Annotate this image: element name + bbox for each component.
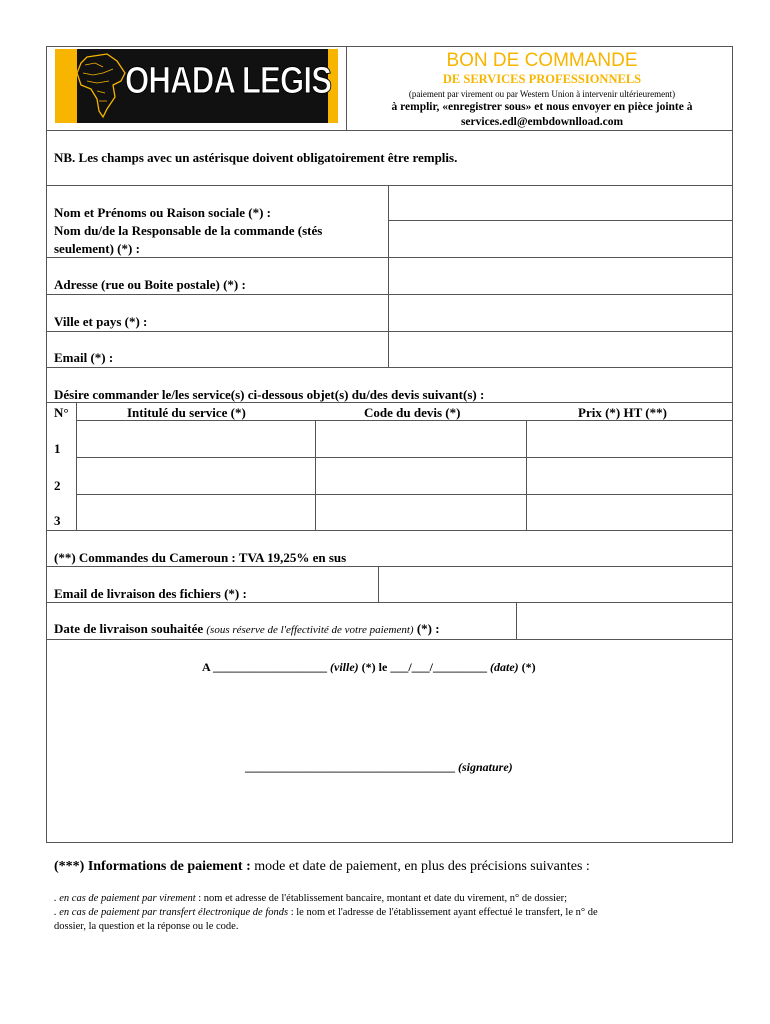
payment-info-title: (***) Informations de paiement :: [54, 859, 251, 874]
divider: [46, 602, 733, 603]
price-input-3[interactable]: [528, 496, 732, 529]
africa-map-icon: [73, 51, 133, 121]
virement-text: : nom et adresse de l'établissement bancaire, montant et date du virement, n° de dossier;: [195, 893, 568, 904]
divider: [46, 530, 733, 531]
delivery-email-label: Email de livraison des fichiers (*) :: [54, 586, 247, 601]
signature-blank[interactable]: ___________________________________: [245, 760, 455, 774]
required-notice: NB. Les champs avec un astérisque doivent obligatoirement être remplis.: [54, 150, 458, 165]
col-divider: [76, 402, 77, 530]
delivery-date-text: Date de livraison souhaitée: [54, 621, 204, 636]
quote-code-input-1[interactable]: [317, 422, 525, 456]
col-header-number: N°: [54, 405, 69, 420]
col-header-quote-code: Code du devis (*): [364, 405, 461, 420]
address-input[interactable]: [390, 259, 732, 293]
date-prefix: (*) le: [361, 660, 388, 674]
payment-info-heading: [54, 859, 590, 875]
divider: [46, 257, 733, 258]
date-required: (*): [521, 660, 536, 674]
delivery-date-suffix: (*) :: [416, 621, 440, 636]
divider: [76, 457, 733, 458]
place-date-line: [202, 660, 536, 675]
transfert-label: . en cas de paiement par transfert électronique de fonds: [54, 907, 289, 918]
name-input[interactable]: [390, 187, 732, 219]
header-divider: [346, 46, 347, 130]
place-blank[interactable]: ___________________: [213, 660, 328, 674]
divider: [46, 185, 733, 186]
responsible-label-line1: Nom du/de la Responsable de la commande (stés: [54, 223, 323, 238]
city-label: Ville et pays (*) :: [54, 314, 148, 329]
divider: [46, 402, 733, 403]
logo-text: OHADA LEGIS: [125, 60, 332, 102]
divider: [76, 420, 733, 421]
service-input-3[interactable]: [78, 496, 314, 529]
delivery-date-label: [54, 621, 440, 637]
email-label: Email (*) :: [54, 350, 114, 365]
ohada-legis-logo: [55, 49, 338, 123]
divider: [46, 294, 733, 295]
order-intro: Désire commander le/les service(s) ci-dessous objet(s) du/des devis suivant(s) :: [54, 387, 485, 402]
row-number: 1: [54, 441, 61, 456]
col-divider: [526, 420, 527, 530]
virement-label: . en cas de paiement par virement: [54, 893, 196, 904]
transfert-text: : le nom et l'adresse de l'établissement ayant effectué le transfert, le n° de: [288, 907, 598, 918]
delivery-date-note: (sous réserve de l'effectivité de votre paiement): [206, 624, 414, 636]
divider: [46, 367, 733, 368]
divider: [46, 566, 733, 567]
payment-transfert-note-cont: dossier, la question et la réponse ou le code.: [54, 921, 239, 932]
ville-label: (ville): [330, 660, 359, 674]
row-number: 3: [54, 513, 61, 528]
col-divider: [315, 420, 316, 530]
divider: [388, 220, 733, 221]
price-input-2[interactable]: [528, 459, 732, 493]
divider: [76, 494, 733, 495]
instruction-line1: à remplir, «enregistrer sous» et nous envoyer en pièce jointe à: [391, 101, 693, 113]
signature-label: (signature): [458, 760, 513, 774]
col-header-price: Prix (*) HT (**): [578, 405, 667, 420]
instruction-email: services.edl@embdownlload.com: [460, 116, 624, 128]
field-column-divider: [388, 185, 389, 367]
payment-virement-note: [54, 893, 567, 904]
row-number: 2: [54, 478, 61, 493]
delivery-email-input[interactable]: [380, 568, 732, 601]
name-label: Nom et Prénoms ou Raison sociale (*) :: [54, 205, 271, 220]
tax-note: (**) Commandes du Cameroun : TVA 19,25% en sus: [54, 550, 347, 565]
price-input-1[interactable]: [528, 422, 732, 456]
form-title: BON DE COMMANDE: [446, 50, 638, 71]
city-input[interactable]: [390, 296, 732, 330]
divider: [46, 639, 733, 640]
email-input[interactable]: [390, 333, 732, 366]
col-divider: [378, 566, 379, 602]
responsible-input[interactable]: [390, 222, 732, 256]
service-input-2[interactable]: [78, 459, 314, 493]
divider: [46, 331, 733, 332]
col-header-service: Intitulé du service (*): [127, 405, 246, 420]
service-input-1[interactable]: [78, 422, 314, 456]
quote-code-input-3[interactable]: [317, 496, 525, 529]
responsible-label-line2: seulement) (*) :: [54, 241, 140, 256]
col-divider: [516, 602, 517, 639]
payment-info-subtitle: mode et date de paiement, en plus des précisions suivantes :: [254, 859, 590, 874]
quote-code-input-2[interactable]: [317, 459, 525, 493]
divider: [46, 130, 733, 131]
date-label: (date): [490, 660, 519, 674]
address-label: Adresse (rue ou Boite postale) (*) :: [54, 277, 246, 292]
signature-line: [245, 760, 513, 775]
payment-transfert-note: [54, 907, 598, 918]
date-blank[interactable]: ___/___/_________: [390, 660, 487, 674]
delivery-date-input[interactable]: [518, 604, 732, 638]
place-prefix: A: [202, 660, 211, 674]
payment-note: (paiement par virement ou par Western Union à intervenir ultérieurement): [408, 89, 676, 99]
form-subtitle: DE SERVICES PROFESSIONNELS: [442, 72, 642, 86]
